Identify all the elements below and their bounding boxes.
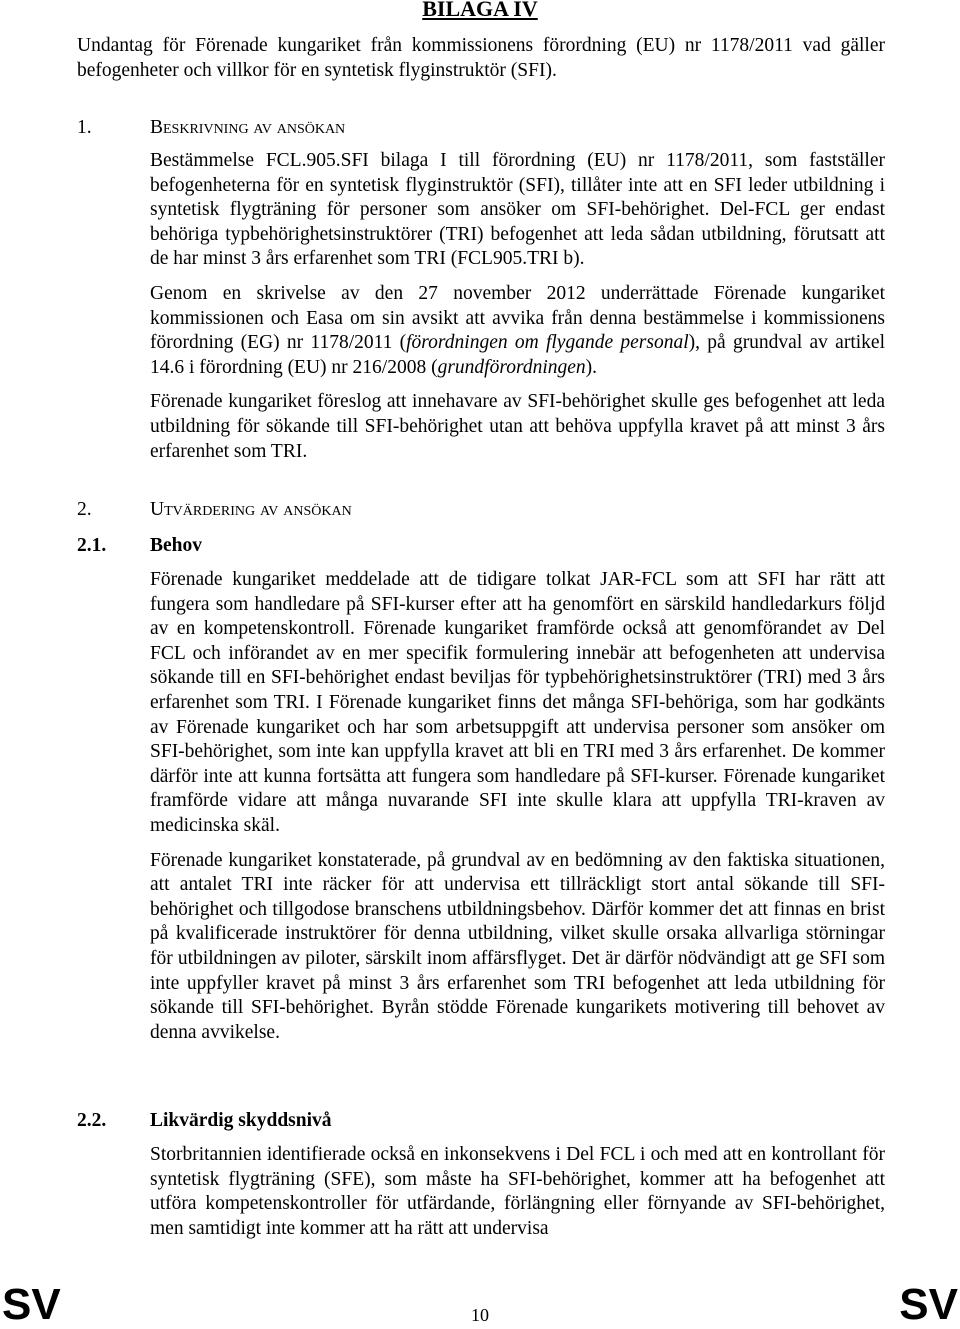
section2-heading [77, 497, 352, 522]
annex-title: BILAGA IV [422, 0, 538, 21]
intro-paragraph: Undantag för Förenade kungariket från kommissionens förordning (EU) nr 1178/2011 vad gäller befogenheter och villkor för en syntetisk flyginstruktör (SFI). [77, 35, 885, 81]
subsection-2-1-heading [77, 533, 202, 558]
section1-paragraph-1: Bestämmelse FCL.905.SFI bilaga I till förordning (EU) nr 1178/2011, som fastställer befogenheterna för en syntetisk flyginstruktör (SFI), tillåter inte att en SFI leder utbildning i syntetisk flygträning för personer som ansöker om SFI-behörighet. Del-FCL ger endast behöriga typbehörighetsinstruktörer (TRI) befogenhet att leda sådan utbildning, förutsatt att de har minst 3 års erfarenhet som TRI (FCL905.TRI b). [150, 150, 885, 270]
subsection-2-2-paragraph-1: Storbritannien identifierade också en inkonsekvens i Del FCL i och med att en kontrollant för syntetisk flygträning (SFE), som måste ha SFI-behörighet, kommer att ha befogenhet att utföra kompetenskontroller för utfärdande, förlängning eller förnyande av SFI-behörighet, men samtidigt inte kommer att ha rätt att undervisa [150, 1144, 885, 1239]
section2-title: Utvärdering av ansökan [150, 499, 352, 520]
page-number: 10 [471, 1305, 489, 1325]
section2-number: 2. [77, 499, 92, 520]
rule-label: Bestämmelse FCL.905. [150, 150, 341, 171]
subsection-2-2-heading [77, 1108, 332, 1133]
subsection-2-1-paragraph-2: Förenade kungariket konstaterade, på grundval av en bedömning av den faktiska situationen, att antalet TRI inte räcker för att undervisa ett tillräckligt stort antal sökande till SFI-behörighet och tillgodose branschens utbildningsbehov. Därför kommer det att finnas en brist på kvalificerade instruktörer för denna utbildning, vilket skulle orsaka allvarliga störningar för utbildningen av piloter, särskilt inom affärsflyget. Det är därför nödvändigt att ge SFI som inte uppfyller kravet på minst 3 års erfarenhet som TRI befogenhet att leda utbildning för sökande till SFI-behörighet. Byrån stödde Förenade kungarikets motivering till behovet av denna avvikelse. [150, 849, 885, 1043]
section1-heading [77, 115, 345, 140]
section1-title: Beskrivning av ansökan [150, 117, 346, 138]
language-code-left: SV [2, 1280, 61, 1329]
subsection-2-2-title: Likvärdig skyddsnivå [150, 1110, 332, 1131]
section1-paragraph-3: Förenade kungariket föreslog att innehavare av SFI-behörighet skulle ges befogenhet att leda utbildning för sökande till SFI-behörighet utan att behöva uppfylla kravet på att minst 3 års erfarenhet som TRI. [150, 391, 885, 462]
section1-paragraph-2: Genom en skrivelse av den 27 november 2012 underrättade Förenade kungariket kommissionen och Easa om sin avsikt att avvika från denna bestämmelse i kommissionens förordning (EG) nr 1178/2011 (förordningen om flygande personal), på grundval av artikel 14.6 i förordning (EU) nr 216/2008 (grundförordningen). [150, 282, 885, 378]
subsection-2-1-title: Behov [150, 535, 203, 556]
subsection-2-1-number: 2.1. [77, 535, 107, 556]
subsection-2-1-body [150, 568, 885, 1045]
subsection-2-2-number: 2.2. [77, 1110, 107, 1131]
subsection-2-2-body [150, 1143, 885, 1241]
section1-number: 1. [77, 117, 92, 138]
language-code-right: SV [899, 1280, 958, 1329]
section1-body [150, 149, 885, 464]
subsection-2-1-paragraph-1: Förenade kungariket meddelade att de tidigare tolkat JAR-FCL som att SFI har rätt att fungera som handledare på SFI-kurser efter att ha genomfört en särskild handledarkurs följd av en kompetenskontroll. Förenade kungariket framförde också att genomförandet av Del FCL och införandet av en mer specifik formulering innebär att befogenheten att undervisa sökande till en SFI-behörighet endast beviljas för typbehörighetsinstruktörer (TRI) med 3 års erfarenhet som TRI. I Förenade kungariket finns det många SFI-behöriga, som har godkänts av Förenade kungariket och har som arbetsuppgift att undervisa personer som ansöker om SFI-behörighet, som inte kan uppfylla kravet att bli en TRI med 3 års erfarenhet. De kommer därför inte att kunna fortsätta att fungera som handledare på SFI-kurser. Förenade kungariket framförde vidare att många nuvarande SFI inte skulle klara att uppfylla TRI-kraven av medicinska skäl. [150, 569, 885, 836]
